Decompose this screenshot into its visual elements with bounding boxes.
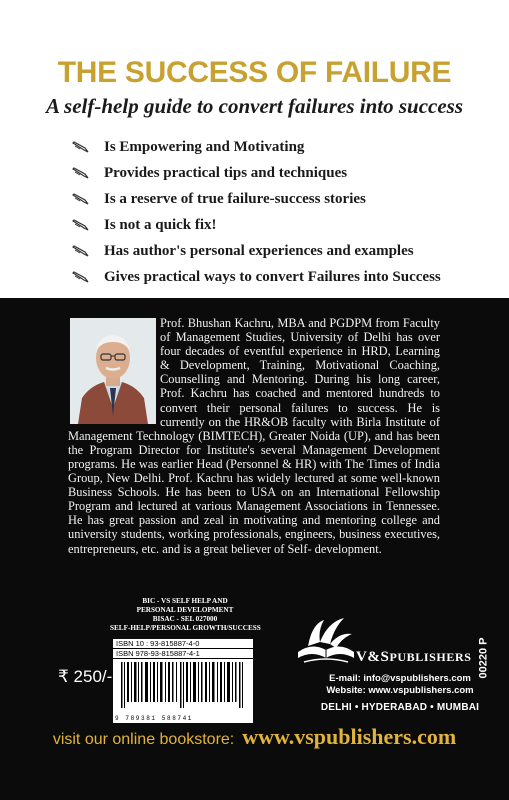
pen-icon [72, 193, 90, 205]
publisher-contact [300, 673, 500, 714]
bic-codes [110, 597, 260, 633]
classification-block [110, 597, 260, 633]
list-item [72, 134, 441, 160]
list-item [72, 238, 441, 264]
list-item-label: Is a reserve of true failure-success stories [104, 190, 366, 207]
isbn10-line: ISBN 10 : 93-815887-4-0 [113, 639, 253, 649]
publisher-website: Website: www.vspublishers.com [326, 685, 474, 696]
publisher-email: E-mail: info@vspublishers.com [329, 673, 471, 684]
list-item-label: Has author's personal experiences and examples [104, 242, 414, 259]
isbn-barcode-box [113, 639, 253, 723]
pen-icon [72, 167, 90, 179]
publisher-name-small: PUBLISHERS [389, 650, 472, 664]
list-item [72, 212, 441, 238]
list-item [72, 264, 441, 290]
bic-line: BIC - VS SELF HELP AND [142, 597, 228, 605]
price-label: ₹ 250/- [58, 667, 113, 686]
cover-top-panel [0, 0, 509, 298]
book-title: THE SUCCESS OF FAILURE [57, 56, 452, 89]
list-item-label: Is Empowering and Motivating [104, 138, 305, 155]
bookstore-label: visit our online bookstore: [52, 731, 235, 748]
bic-line: PERSONAL DEVELOPMENT [136, 606, 234, 614]
list-item-label: Gives practical ways to convert Failures into Success [104, 268, 441, 285]
feature-list [72, 134, 441, 290]
author-bio-text: Prof. Bhushan Kachru, MBA and PGDPM from Faculty of Management Studies, University of Delhi has over four decades of eventful experience in HRD, Learning & Development, Training, Motivational Coaching, Counselling and Mentoring. During his long career, Prof. Kachru has coached and mentored hundreds to convert their personal failures to success. He is currently on the HR&OB faculty with Birla Institute of Management Technology (BIMTECH), Greater Noida (UP), and has been the Program Director for Institute's several Management Development programs. He was earlier Head (Personnel & HR) with The Times of India Group, New Delhi. Prof. Kachru has widely lectured at some well-known Business Schools. He has been to USA on an International Fellowship Program and lectured at various Management Associations in Tennessee. He has great passion and zeal in motivating and mentoring college and university students, working professionals, engineers, business executives, entrepreneurs, etc. and is a great believer of Self- development. [68, 316, 440, 556]
barcode-digits: 9 789381 588741 [115, 715, 194, 722]
online-bookstore-banner [0, 724, 509, 750]
list-item-label: Is not a quick fix! [104, 216, 217, 233]
list-item [72, 186, 441, 212]
bookstore-url: www.vspublishers.com [242, 724, 457, 749]
publisher-logo-icon [294, 612, 358, 672]
pen-icon [72, 219, 90, 231]
publisher-cities: DELHI • HYDERABAD • MUMBAI [320, 702, 480, 713]
category-line: SELF-HELP/PERSONAL GROWTH/SUCCESS [110, 624, 261, 632]
isbn13-line: ISBN 978-93-815887-4-1 [113, 649, 253, 659]
list-item [72, 160, 441, 186]
pen-icon [72, 271, 90, 283]
publisher-name-big: V&S [356, 649, 390, 665]
book-subtitle: A self-help guide to convert failures into success [45, 94, 464, 118]
author-bio [68, 316, 440, 556]
bisac-line: BISAC - SEL 027000 [152, 615, 218, 623]
publisher-name [356, 649, 472, 666]
book-code-text: 00220 P [477, 637, 490, 679]
list-item-label: Provides practical tips and techniques [104, 164, 348, 181]
pen-icon [72, 141, 90, 153]
photo-spacer [68, 316, 160, 428]
barcode-icon [117, 662, 249, 712]
pen-icon [72, 245, 90, 257]
